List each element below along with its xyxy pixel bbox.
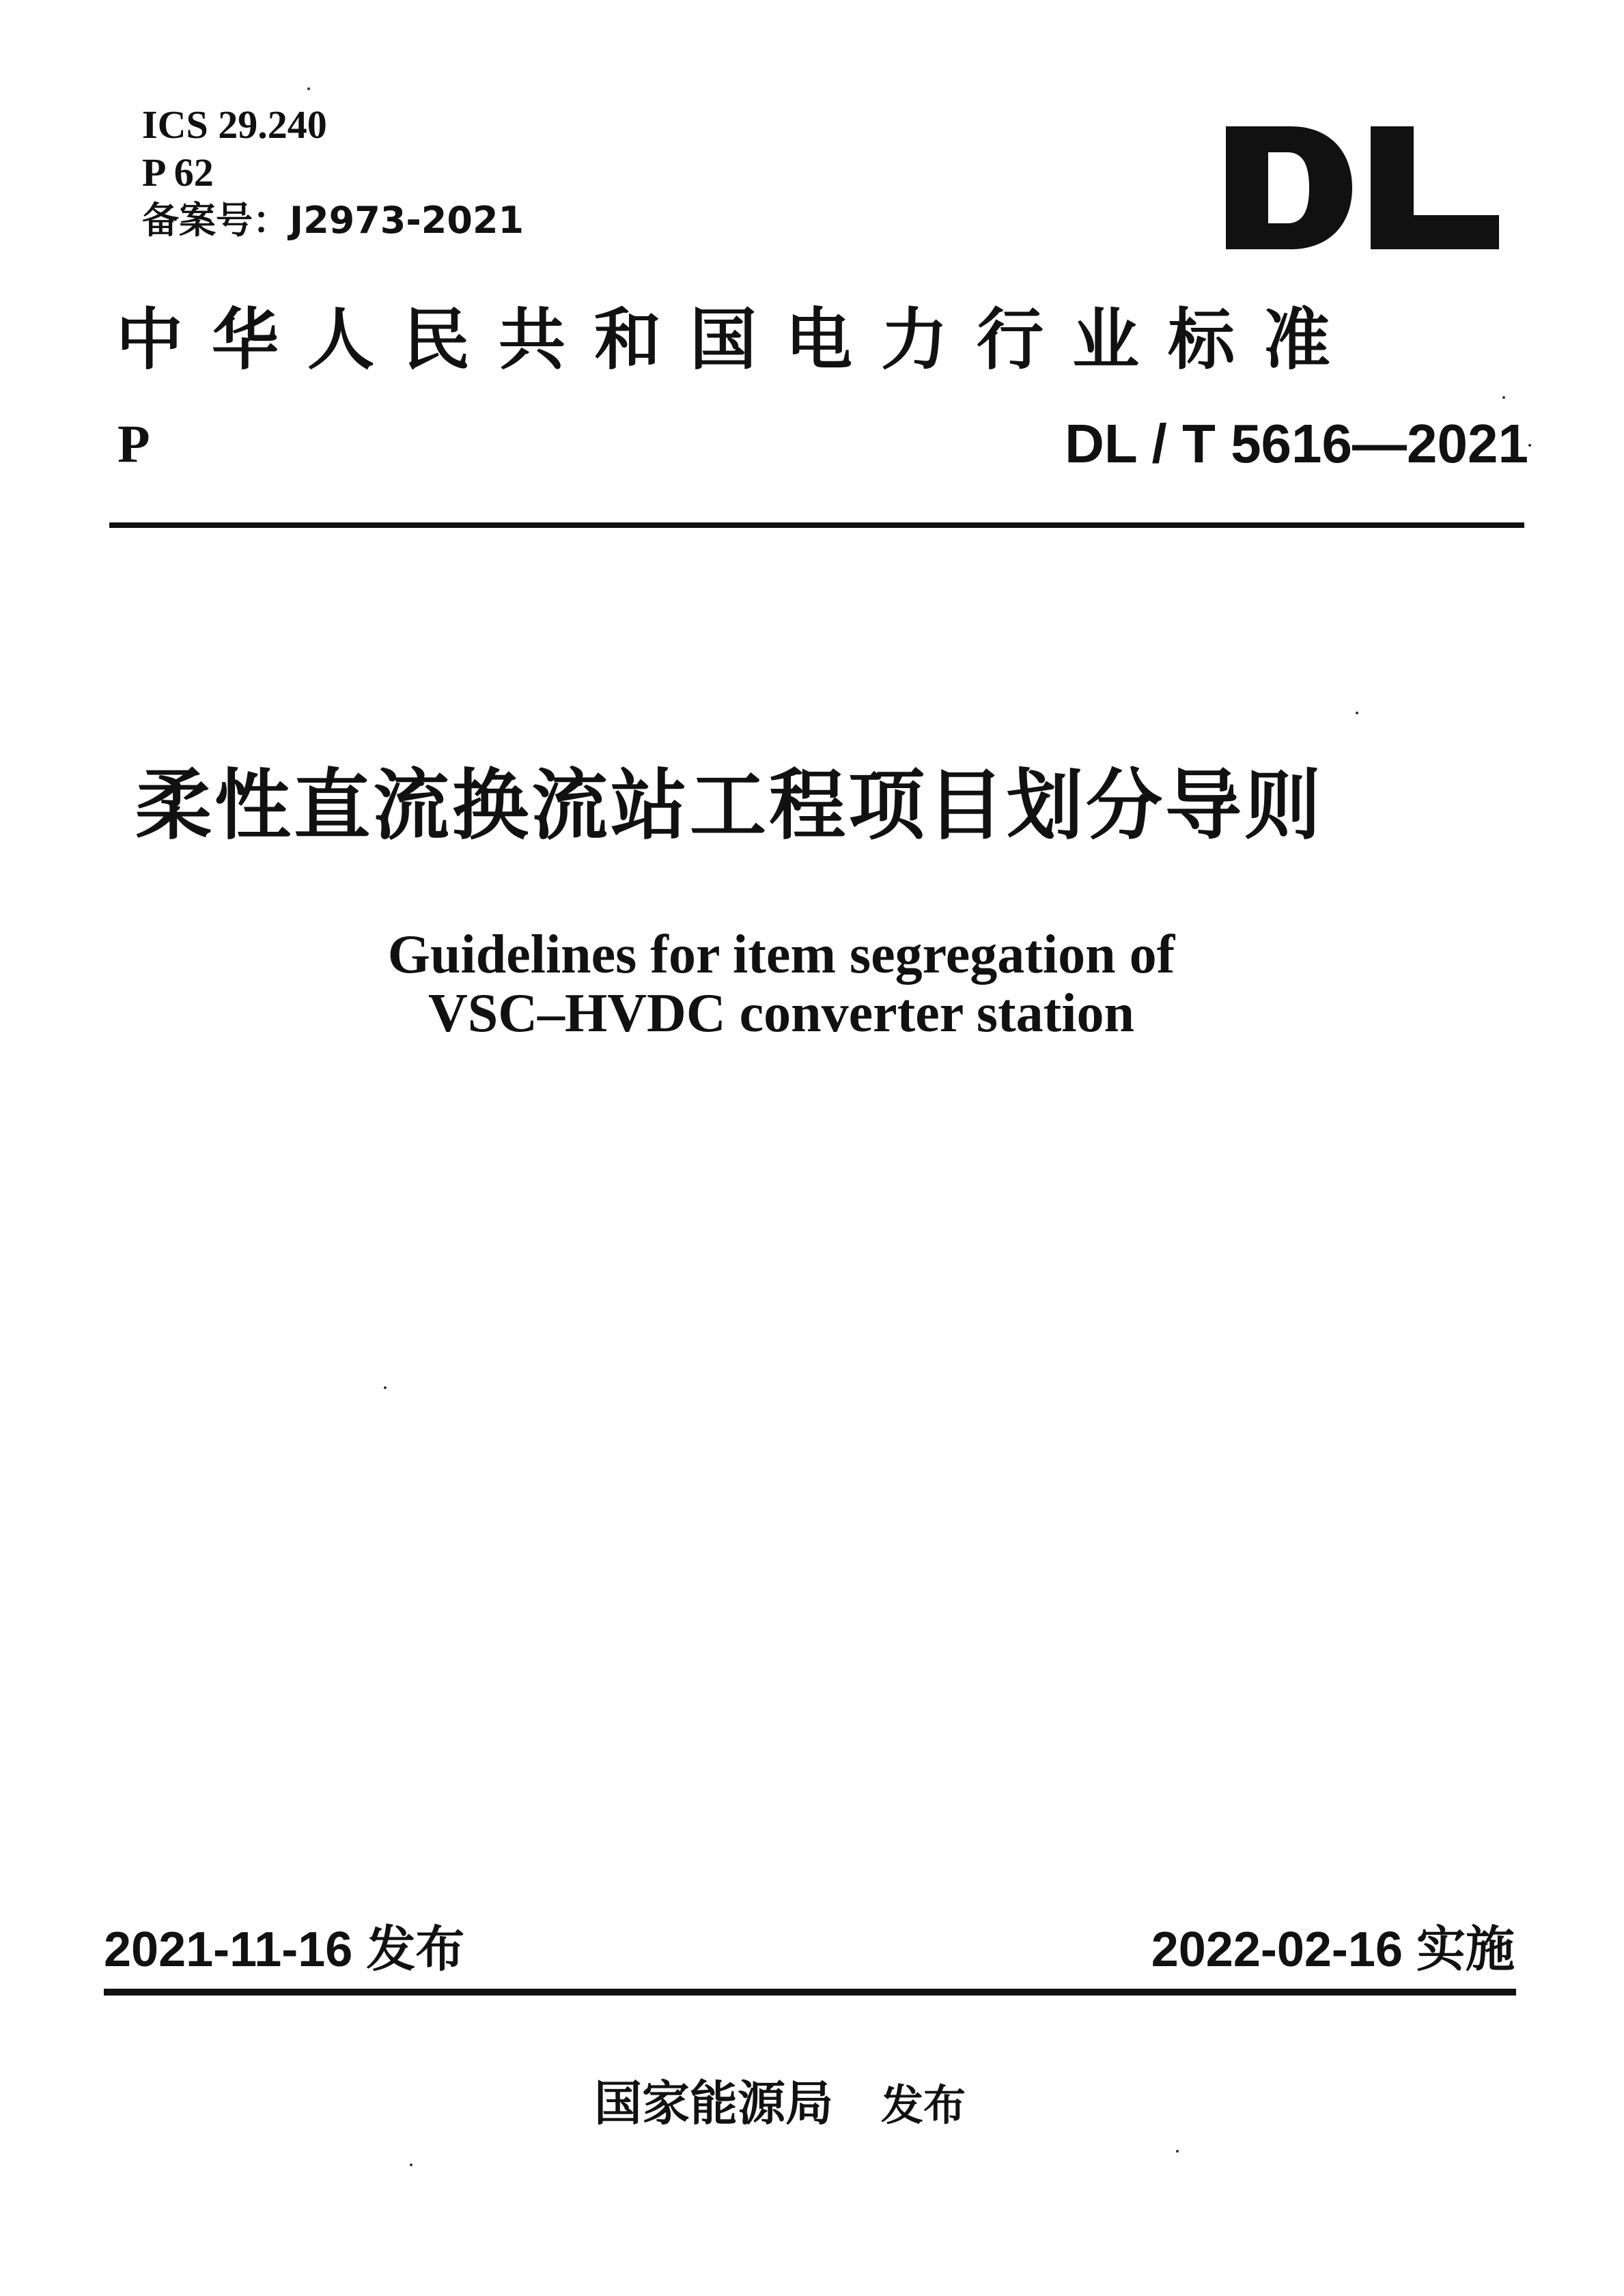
publisher	[594, 2069, 966, 2140]
ics-code: ICS 29.240	[142, 102, 327, 147]
bottom-divider	[104, 1989, 1516, 1996]
title-en-line-1: Guidelines for item segregation of	[387, 925, 1175, 985]
category-code: P 62	[142, 150, 214, 195]
implementation-date: 2022-02-16 实施	[1151, 1922, 1515, 1977]
document-meta	[142, 101, 524, 244]
title-en-line-2: VSC–HVDC converter station	[428, 983, 1134, 1044]
standard-number: DL / T 5616—2021	[1065, 413, 1528, 474]
scan-speck	[1528, 444, 1531, 447]
organization-title: 中华人民共和国电力行业标准	[116, 300, 1360, 379]
scan-speck	[384, 1386, 387, 1389]
publisher-name: 国家能源局	[594, 2075, 833, 2131]
issue-date: 2021-11-16 发布	[104, 1922, 465, 1977]
document-title-en	[0, 925, 1624, 1043]
dl-logo-icon	[1226, 126, 1499, 249]
classification-code: P	[117, 414, 150, 473]
publisher-verb: 发布	[881, 2080, 966, 2130]
top-divider	[109, 522, 1524, 528]
scan-speck	[1502, 396, 1505, 399]
scan-speck	[1176, 2150, 1179, 2153]
scan-speck	[307, 87, 310, 90]
scan-speck	[1356, 712, 1358, 714]
document-title-cn: 柔性直流换流站工程项目划分导则	[135, 761, 1324, 850]
record-number: 备案号：J2973-2021	[142, 199, 524, 242]
scan-speck	[410, 2164, 412, 2166]
